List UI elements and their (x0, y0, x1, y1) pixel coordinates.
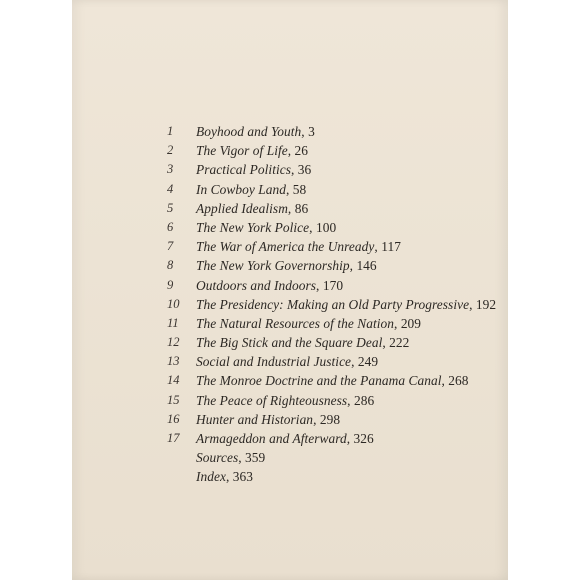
chapter-number: 9 (167, 277, 174, 292)
chapter-title: The Vigor of Life (196, 143, 288, 159)
toc-entry (167, 180, 580, 199)
toc-entry (167, 314, 580, 333)
chapter-entry (196, 180, 306, 199)
book-page (72, 0, 508, 580)
toc-entry (167, 237, 580, 256)
page-number: 100 (315, 219, 337, 235)
chapter-title: The Big Stick and the Square Deal (196, 335, 383, 351)
chapter-entry (196, 429, 374, 448)
separator: , (313, 411, 320, 427)
page-number: 3 (308, 124, 315, 139)
toc-entry (167, 352, 580, 371)
page-number: 36 (297, 162, 312, 178)
back-matter-title: Index (196, 469, 226, 485)
separator: , (382, 335, 390, 351)
back-matter-title: Sources (196, 450, 239, 466)
page-number: 58 (292, 181, 307, 197)
toc-entry (167, 410, 580, 429)
chapter-entry (196, 410, 340, 429)
chapter-number: 8 (167, 258, 174, 273)
chapter-number: 4 (167, 181, 174, 196)
chapter-entry (196, 276, 343, 295)
page-number: 26 (294, 143, 309, 159)
page-number: 359 (245, 450, 266, 466)
toc-entry (167, 295, 580, 314)
chapter-entry (196, 141, 308, 160)
toc-entry (167, 391, 580, 410)
chapter-title: The War of America the Unready (196, 239, 375, 255)
chapter-entry (196, 218, 336, 237)
chapter-entry (196, 256, 377, 275)
chapter-number: 12 (167, 335, 180, 350)
page-number: 170 (322, 277, 344, 293)
toc-entry (167, 333, 580, 352)
toc-entry (167, 122, 580, 141)
table-of-contents (167, 122, 580, 487)
page-number: 363 (232, 469, 254, 485)
chapter-title: The New York Governorship (196, 258, 350, 274)
page-number: 192 (475, 296, 497, 312)
separator: , (238, 450, 246, 466)
chapter-entry (196, 371, 469, 390)
page-number: 268 (448, 373, 469, 389)
page-number: 286 (353, 392, 375, 408)
separator: , (394, 315, 401, 331)
separator: , (374, 239, 382, 255)
back-matter-item (196, 467, 253, 486)
separator: , (316, 277, 323, 293)
separator: , (309, 219, 316, 235)
chapter-number: 5 (167, 200, 174, 215)
separator: , (346, 431, 354, 446)
toc-entry (167, 218, 580, 237)
chapter-entry (196, 237, 401, 256)
chapter-title: Boyhood and Youth (196, 124, 302, 139)
chapter-entry (196, 199, 308, 218)
chapter-number: 10 (167, 296, 180, 311)
chapter-number: 15 (167, 392, 180, 407)
separator: , (351, 354, 358, 370)
chapter-entry (196, 160, 311, 179)
page-number: 298 (319, 411, 341, 427)
chapter-entry (196, 391, 374, 410)
chapter-number: 3 (167, 162, 174, 177)
chapter-number: 14 (167, 373, 180, 388)
toc-entry (167, 160, 580, 179)
separator: , (469, 296, 476, 312)
separator: , (285, 181, 293, 197)
page-number: 209 (400, 315, 422, 331)
page-number: 117 (381, 239, 401, 255)
chapter-title: Hunter and Historian (196, 411, 314, 427)
chapter-number: 1 (167, 124, 174, 138)
toc-entry (167, 276, 580, 295)
chapter-title: Applied Idealism (196, 200, 288, 216)
toc-entry (167, 141, 580, 160)
chapter-entry (196, 352, 378, 371)
chapter-number: 16 (167, 411, 180, 426)
back-matter-entry (167, 467, 580, 486)
chapter-entry (196, 295, 496, 314)
toc-entry (167, 429, 580, 448)
chapter-number: 2 (167, 143, 174, 158)
separator: , (287, 200, 295, 216)
separator: , (347, 392, 354, 408)
chapter-title: The Natural Resources of the Nation (196, 315, 395, 331)
toc-entry (167, 256, 580, 275)
page-number: 222 (389, 335, 410, 351)
toc-entry (167, 199, 580, 218)
chapter-number: 17 (167, 431, 180, 445)
chapter-entry (196, 122, 315, 141)
separator: , (287, 143, 295, 159)
chapter-number: 13 (167, 354, 180, 369)
chapter-number: 11 (167, 315, 179, 330)
chapter-entry (196, 314, 421, 333)
page-number: 249 (357, 354, 379, 370)
toc-entry (167, 371, 580, 390)
chapter-title: Outdoors and Indoors (196, 277, 317, 293)
separator: , (349, 258, 357, 274)
separator: , (301, 124, 309, 139)
chapter-title: Social and Industrial Justice (196, 354, 352, 370)
page-number: 326 (353, 431, 374, 446)
separator: , (291, 162, 298, 178)
page-number: 86 (294, 200, 309, 216)
chapter-title: The New York Police (196, 219, 310, 235)
back-matter-item (196, 448, 265, 467)
back-matter-entry (167, 448, 580, 467)
chapter-title: The Monroe Doctrine and the Panama Canal (196, 373, 442, 389)
separator: , (441, 373, 449, 389)
chapter-title: The Peace of Righteousness (196, 392, 348, 408)
chapter-title: Armageddon and Afterward (196, 431, 347, 446)
chapter-number: 7 (167, 239, 174, 254)
chapter-title: The Presidency: Making an Old Party Progressive (196, 296, 470, 312)
chapter-title: Practical Politics (196, 162, 291, 178)
page-number: 146 (356, 258, 377, 274)
chapter-title: In Cowboy Land (196, 181, 286, 197)
chapter-entry (196, 333, 409, 352)
separator: , (226, 469, 233, 485)
chapter-number: 6 (167, 219, 174, 234)
